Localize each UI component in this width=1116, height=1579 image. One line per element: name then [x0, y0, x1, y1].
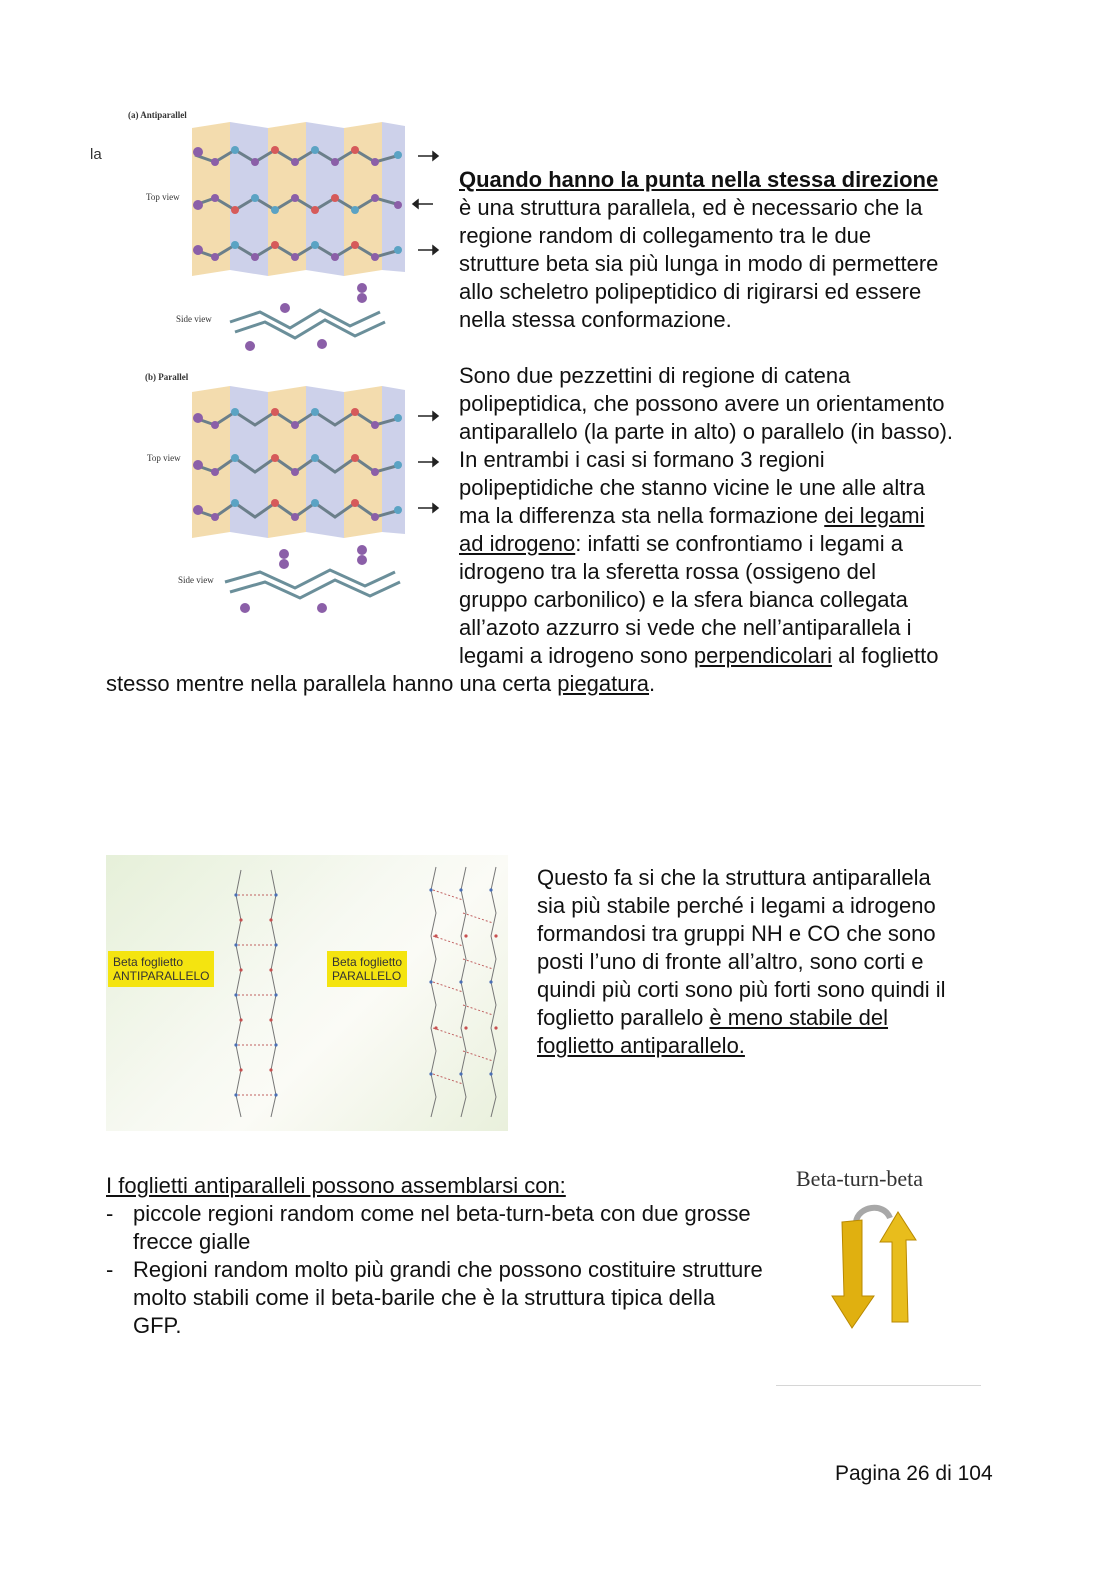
hydrogen-bond-term: dei legami	[824, 503, 925, 528]
side-view-label-a: Side view	[176, 314, 212, 324]
paragraph2-line: Sono due pezzettini di regione di catena	[459, 363, 851, 388]
parallel-label-line1: Beta foglietto	[332, 955, 403, 969]
beta-sheet-drawing	[100, 100, 445, 630]
perpendicular-term: perpendicolari	[693, 643, 833, 668]
paragraph2-line: all’azoto azzurro si vede che nell’antiparallela i	[459, 615, 912, 640]
paragraph1-heading: Quando hanno la punta nella stessa direzione	[459, 167, 939, 192]
paragraph3-line: sia più stabile perché i legami a idrogeno	[537, 893, 936, 918]
bending-term: piegatura	[557, 671, 650, 696]
paragraph2-line: idrogeno tra la sferetta rossa (ossigeno del	[459, 559, 877, 584]
paragraph3-line	[537, 1032, 1017, 1060]
list-item: - Regioni random molto più grandi che possono costituire strutture molto stabili come il beta-barile che è la struttura tipica della GFP.	[106, 1257, 763, 1338]
paragraph2-line: In entrambi i casi si formano 3 regioni	[459, 447, 825, 472]
bullet-dash: -	[106, 1201, 114, 1226]
formula-atom-dots	[234, 888, 492, 1096]
parallel-formula	[431, 867, 496, 1117]
paragraph3-line: formandosi tra gruppi NH e CO che sono	[537, 921, 936, 946]
antiparallel-formula-2	[266, 870, 271, 1117]
paragraph2-line: polipeptidica, che possono avere un orientamento	[459, 391, 945, 416]
paragraph3-line: quindi più corti sono più forti sono quindi il	[537, 977, 946, 1002]
paragraph2-line: legami a idrogeno sono perpendicolari al foglietto	[459, 643, 939, 668]
paragraph-stability	[537, 864, 1017, 1060]
side-view-label-b: Side view	[178, 575, 214, 585]
antiparallel-label-line1: Beta foglietto	[113, 955, 184, 969]
paragraph1-line: nella stessa conformazione.	[459, 307, 732, 332]
paragraph2-last-line: stesso mentre nella parallela hanno una certa piegatura.	[106, 671, 656, 696]
paragraph3-line: posti l’uno di fronte all’altro, sono corti e	[537, 949, 924, 974]
paragraph2-line: ad idrogeno: infatti se confrontiamo i legami a	[459, 531, 903, 556]
beta-sheet-figure	[100, 100, 445, 630]
top-view-label-a: Top view	[146, 192, 180, 202]
antiparallel-arrows	[413, 152, 438, 254]
paragraph-description	[459, 362, 1019, 670]
panel-b-label: (b) Parallel	[145, 372, 189, 382]
paragraph2-line: gruppo carbonilico) e la sfera bianca collegata	[459, 587, 908, 612]
formula-oxygen-dots	[239, 918, 497, 1071]
paragraph1-line: regione random di collegamento tra le due	[459, 223, 872, 248]
formula-drawing	[106, 855, 508, 1131]
list-item: - piccole regioni random come nel beta-turn-beta con due grosse frecce gialle	[106, 1201, 751, 1254]
hydrogen-bond-term-cont: ad idrogeno	[459, 531, 576, 556]
parallel-label-line2: PARALLELO	[332, 969, 402, 983]
less-stable-term: è meno stabile del	[709, 1005, 889, 1030]
paragraph1-line: strutture beta sia più lunga in modo di permettere	[459, 251, 939, 276]
antiparallel-label-line2: ANTIPARALLELO	[113, 969, 210, 983]
antiparallel-label-box	[108, 951, 214, 987]
page-number: Pagina 26 di 104	[835, 1462, 993, 1485]
divider-line	[776, 1385, 981, 1386]
paragraph3-line: Questo fa si che la struttura antiparallela	[537, 865, 931, 890]
parallel-label-box	[327, 951, 407, 987]
paragraph2-line: ma la differenza sta nella formazione dei legami	[459, 503, 925, 528]
paragraph2-line: polipeptidiche che stanno vicine le une alle altra	[459, 475, 925, 500]
paragraph1-line: è una struttura parallela, ed è necessario che la	[459, 195, 923, 220]
paragraph3-line: foglietto parallelo è meno stabile del	[537, 1005, 889, 1030]
list-heading: I foglietti antiparalleli possono assemblarsi con:	[106, 1173, 566, 1198]
antiparallel-formula	[236, 870, 276, 1117]
panel-a-label: (a) Antiparallel	[128, 110, 187, 120]
beta-sheet-formula-figure	[106, 855, 508, 1131]
top-view-label-b: Top view	[147, 453, 181, 463]
margin-fragment: la	[90, 146, 102, 163]
beta-turn-beta-title: Beta-turn-beta	[796, 1166, 924, 1191]
side-view-a	[230, 283, 385, 351]
beta-turn-beta-arrows-icon	[828, 1200, 918, 1340]
side-view-b	[225, 545, 400, 613]
paragraph-parallel	[459, 166, 1019, 334]
parallel-arrows	[418, 412, 438, 512]
bullet-dash: -	[106, 1257, 114, 1282]
paragraph1-line: allo scheletro polipeptidico di rigirarsi ed essere	[459, 279, 922, 304]
paragraph2-line: antiparallelo (la parte in alto) o parallelo (in basso).	[459, 419, 954, 444]
assembly-list	[106, 1172, 766, 1340]
less-stable-term-cont: foglietto antiparallelo.	[537, 1033, 745, 1058]
